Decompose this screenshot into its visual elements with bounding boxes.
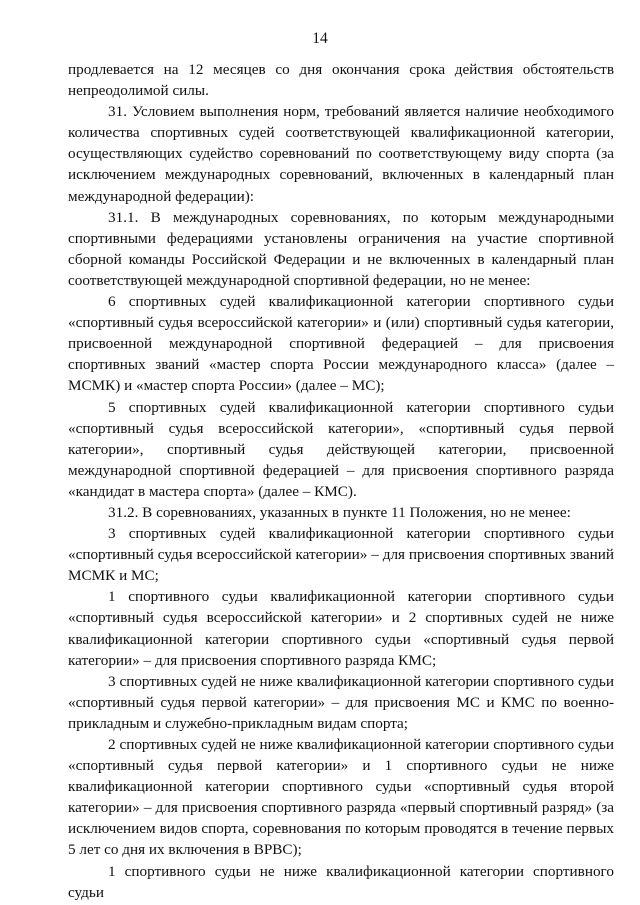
paragraph-item-msmk-ms-2: 3 спортивных судей квалификационной категории спортивного судьи «спортивный судья всероссийской категории» – для присвоения спортивных званий МСМК и МС; <box>68 525 614 585</box>
paragraph-clause-31-1: 31.1. В международных соревнованиях, по которым международными спортивными федерациями установлены ограничения на участие спортивной сборной команды Российской Федерации и не включенных в календарный план соответствующей международной спортивной федерации, но не менее: <box>68 208 614 289</box>
paragraph-clause-31-2: 31.2. В соревнованиях, указанных в пункте 11 Положения, но не менее: <box>108 503 571 521</box>
page-number: 14 <box>312 30 328 47</box>
paragraph-item-kms-2: 1 спортивного судьи квалификационной категории спортивного судьи «спортивный судья всероссийской категории» и 2 спортивных судей не ниже квалификационной категории спортивного судьи «спортивный судья первой категории» – для присвоения спортивного разряда КМС; <box>68 588 614 669</box>
paragraph-clause-31: 31. Условием выполнения норм, требований является наличие необходимого количества спортивных судей соответствующей квалификационной категории, осуществляющих судейство соревнований по соответствующему виду спорта (за исключением международных соревнований, включенных в календарный план международной федерации): <box>68 103 614 205</box>
paragraph-item-msmk-ms: 6 спортивных судей квалификационной категории спортивного судьи «спортивный судья всероссийской категории» и (или) спортивный судья категории, присвоенной международной спортивной федерацией – для присвоения спортивных званий «мастер спорта России международного класса» (далее – МСМК) и «мастер спорта России» (далее – МС); <box>68 293 614 395</box>
paragraph-continuation: продлевается на 12 месяцев со дня окончания срока действия обстоятельств непреодолимой силы. <box>68 61 614 100</box>
document-body <box>68 59 614 903</box>
paragraph-item-truncated: 1 спортивного судьи не ниже квалификационной категории спортивного судьи <box>68 862 614 901</box>
paragraph-item-kms: 5 спортивных судей квалификационной категории спортивного судьи «спортивный судья всероссийской категории», «спортивный судья первой категории», спортивный судья действующей категории, присвоенной международной спортивной федерацией – для присвоения спортивного разряда «кандидат в мастера спорта» (далее – КМС). <box>68 398 614 500</box>
paragraph-item-military-sports: 3 спортивных судей не ниже квалификационной категории спортивного судьи «спортивный судья первой категории» – для присвоения МС и КМС по военно-прикладным и служебно-прикладным видам спорта; <box>68 672 614 732</box>
paragraph-item-first-rank: 2 спортивных судей не ниже квалификационной категории спортивного судьи «спортивный судья первой категории» и 1 спортивного судьи не ниже квалификационной категории спортивного судьи «спортивный судья второй категории» – для присвоения спортивного разряда «первый спортивный разряд» (за исключением видов спорта, соревнования по которым проводятся в течение первых 5 лет со дня их включения в ВРВС); <box>68 736 614 859</box>
